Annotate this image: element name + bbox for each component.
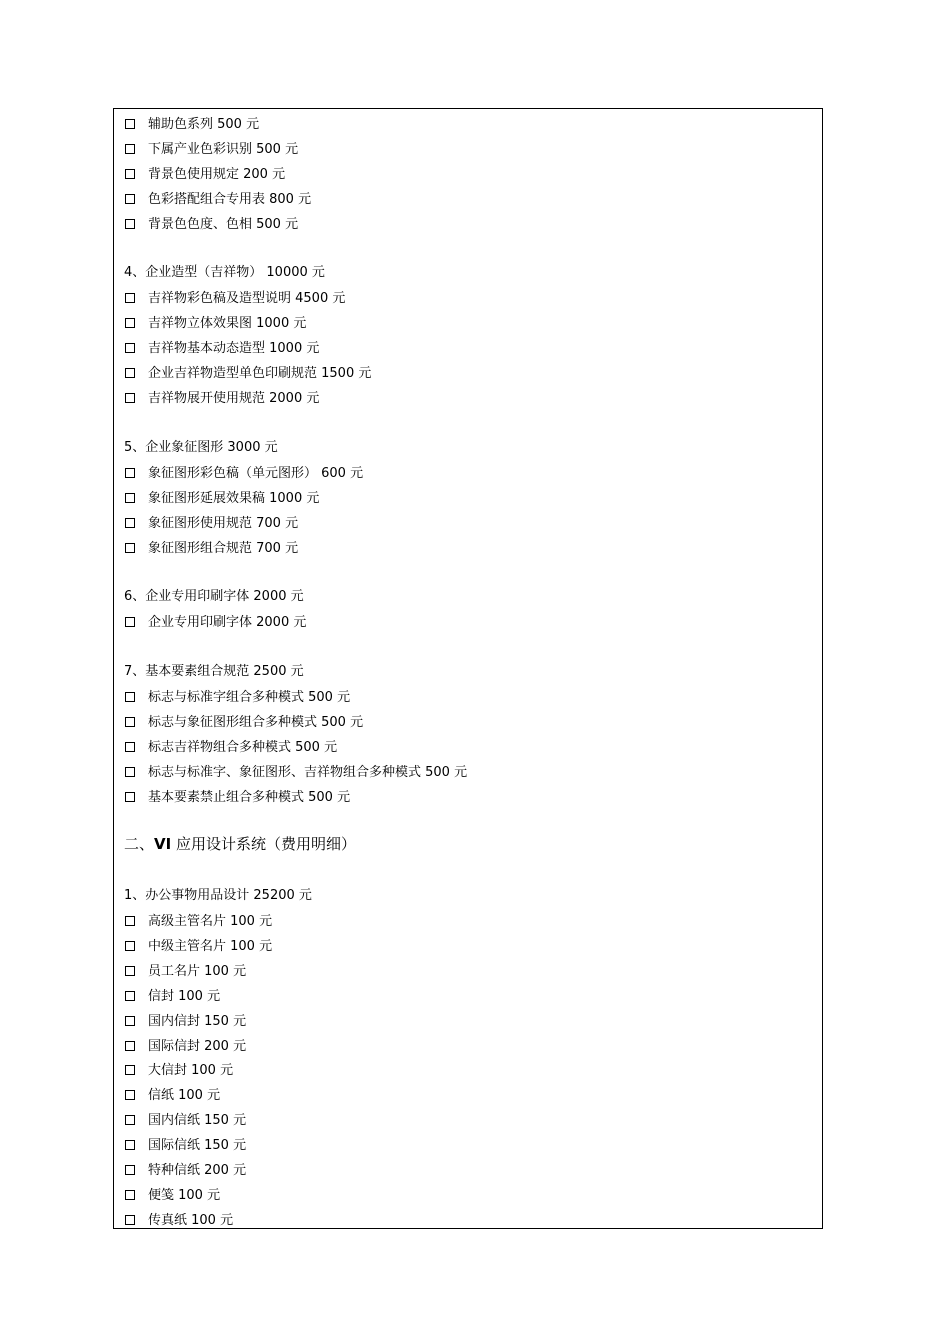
checkbox-icon[interactable] [125,991,135,1001]
item-label: 大信封 100 元 [148,1063,234,1079]
item-label: 标志与标准字、象征图形、吉祥物组合多种模式 500 元 [148,765,468,780]
checkbox-icon[interactable] [125,792,135,802]
checkbox-icon[interactable] [125,493,135,503]
checkbox-icon[interactable] [125,144,135,154]
checkbox-icon[interactable] [125,742,135,752]
checklist-item [124,688,350,708]
checkbox-icon[interactable] [125,318,135,328]
checkbox-icon[interactable] [125,219,135,229]
item-label: 传真纸 100 元 [148,1212,234,1228]
item-label: 企业专用印刷字体 2000 元 [148,615,307,630]
item-label: 背景色色度、色相 500 元 [148,217,299,232]
item-label: 象征图形彩色稿（单元图形） 600 元 [148,466,364,481]
item-label: 吉祥物立体效果图 1000 元 [148,316,307,331]
item-label: 象征图形组合规范 700 元 [148,541,299,556]
item-label: 便笺 100 元 [148,1187,221,1203]
item-label: 标志与标准字组合多种模式 500 元 [148,690,351,705]
checkbox-icon[interactable] [125,293,135,303]
item-label: 吉祥物展开使用规范 2000 元 [148,391,320,406]
checkbox-icon[interactable] [125,1041,135,1051]
checkbox-icon[interactable] [125,692,135,702]
item-label: 吉祥物彩色稿及造型说明 4500 元 [148,291,346,306]
item-label: 象征图形延展效果稿 1000 元 [148,491,320,506]
checkbox-icon[interactable] [125,916,135,926]
checkbox-icon[interactable] [125,543,135,553]
item-label: 信封 100 元 [148,988,221,1004]
item-label: 色彩搭配组合专用表 800 元 [148,192,312,207]
part-two-heading [124,834,356,854]
checklist-item [124,613,306,633]
item-label: 国内信封 150 元 [148,1013,247,1029]
checkbox-icon[interactable] [125,119,135,129]
checklist-item [124,1012,246,1032]
item-label: 标志吉祥物组合多种模式 500 元 [148,740,338,755]
checkbox-icon[interactable] [125,518,135,528]
checklist-item [124,514,298,534]
checkbox-icon[interactable] [125,343,135,353]
checklist-item [124,1186,220,1206]
section-heading [124,263,325,283]
item-label: 员工名片 100 元 [148,963,247,979]
checklist-item [124,738,337,758]
checkbox-icon[interactable] [125,941,135,951]
checklist-item [124,489,319,509]
item-label: 下属产业色彩识别 500 元 [148,142,299,157]
item-label: 标志与象征图形组合多种模式 500 元 [148,715,364,730]
checkbox-icon[interactable] [125,1090,135,1100]
checklist-item [124,115,259,135]
section-heading [124,662,304,682]
item-label: 背景色使用规定 200 元 [148,167,286,182]
item-label: 企业吉祥物造型单色印刷规范 1500 元 [148,366,372,381]
checklist-item [124,1161,246,1181]
checkbox-icon[interactable] [125,617,135,627]
checklist-item [124,1037,246,1057]
checklist-item [124,937,272,957]
checklist-item [124,364,371,384]
checkbox-icon[interactable] [125,717,135,727]
item-label: 辅助色系列 500 元 [148,117,260,132]
checklist-item [124,190,311,210]
checklist-item [124,1111,246,1131]
checklist-item [124,289,345,309]
checkbox-icon[interactable] [125,169,135,179]
part-two-heading-prefix: 二、 [124,835,155,853]
section-heading-text: 1、办公事物用品设计 25200 元 [124,888,312,903]
checklist-item [124,464,363,484]
section-heading [124,886,312,906]
checklist-item [124,165,285,185]
checklist-item [124,987,220,1007]
checklist-item [124,1061,233,1081]
item-label: 象征图形使用规范 700 元 [148,516,299,531]
checkbox-icon[interactable] [125,1165,135,1175]
checkbox-icon[interactable] [125,966,135,976]
item-label: 国内信纸 150 元 [148,1113,247,1129]
checkbox-icon[interactable] [125,194,135,204]
checklist-item [124,389,319,409]
section-heading [124,438,278,458]
checklist-item [124,713,363,733]
item-label: 特种信纸 200 元 [148,1163,247,1178]
item-label: 国际信纸 150 元 [148,1138,247,1154]
section-heading-text: 4、企业造型（吉祥物） 10000 元 [124,265,325,280]
checklist-item [124,788,350,808]
checklist-item [124,1136,246,1156]
checklist-item [124,1086,220,1106]
checkbox-icon[interactable] [125,368,135,378]
checkbox-icon[interactable] [125,1016,135,1026]
checklist-item [124,539,298,559]
checkbox-icon[interactable] [125,1215,135,1225]
checklist-item [124,314,306,334]
checkbox-icon[interactable] [125,393,135,403]
checkbox-icon[interactable] [125,767,135,777]
checkbox-icon[interactable] [125,468,135,478]
item-label: 信纸 100 元 [148,1088,221,1104]
checklist-item [124,140,298,160]
part-two-heading-suffix: 应用设计系统（费用明细） [171,835,356,853]
checkbox-icon[interactable] [125,1115,135,1125]
checklist-item [124,215,298,235]
checklist-item [124,339,319,359]
part-two-heading-bold: VI [154,835,172,853]
section-heading-text: 7、基本要素组合规范 2500 元 [124,664,304,679]
section-heading-text: 5、企业象征图形 3000 元 [124,440,278,455]
checklist-item [124,1211,233,1231]
section-heading [124,587,304,607]
checklist-item [124,763,467,783]
item-label: 吉祥物基本动态造型 1000 元 [148,341,320,356]
item-label: 国际信封 200 元 [148,1038,247,1054]
item-label: 中级主管名片 100 元 [148,938,273,954]
item-label: 高级主管名片 100 元 [148,914,273,929]
checklist-item [124,912,272,932]
section-heading-text: 6、企业专用印刷字体 2000 元 [124,589,304,604]
checkbox-icon[interactable] [125,1140,135,1150]
checkbox-icon[interactable] [125,1190,135,1200]
checkbox-icon[interactable] [125,1065,135,1075]
checklist-item [124,962,246,982]
item-label: 基本要素禁止组合多种模式 500 元 [148,790,351,805]
